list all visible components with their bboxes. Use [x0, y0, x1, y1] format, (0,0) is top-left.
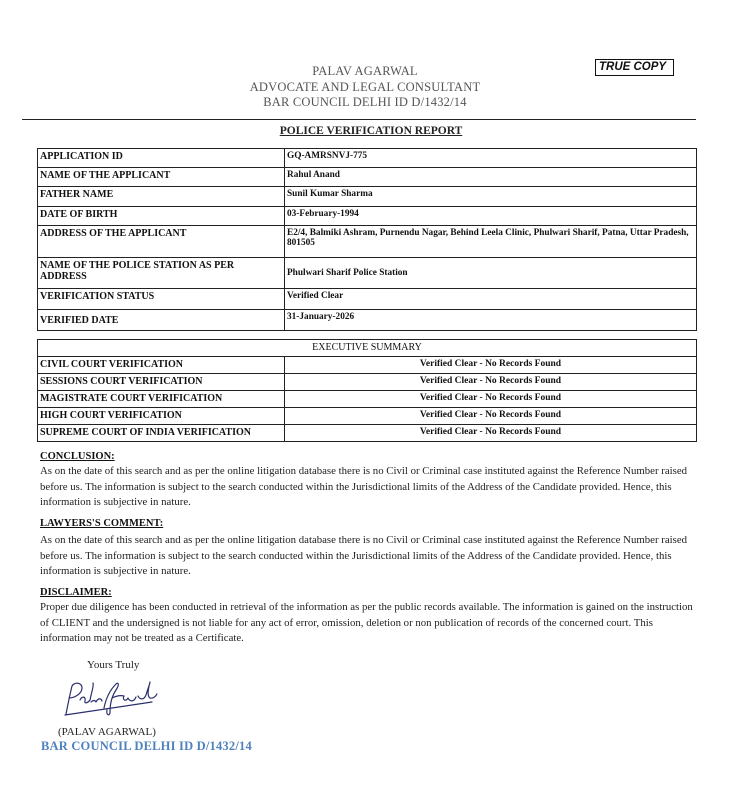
true-copy-stamp: TRUE COPY: [595, 59, 674, 76]
table-row: [38, 374, 697, 391]
summary-label: SUPREME COURT OF INDIA VERIFICATION: [38, 425, 285, 442]
table-row: [38, 357, 697, 374]
info-label: ADDRESS OF THE APPLICANT: [38, 226, 285, 258]
info-label: VERIFIED DATE: [38, 310, 285, 331]
summary-label: CIVIL COURT VERIFICATION: [38, 357, 285, 374]
info-value: Verified Clear: [285, 289, 697, 310]
header-divider: [22, 119, 696, 120]
info-label: NAME OF THE POLICE STATION AS PER ADDRESS: [38, 258, 285, 289]
table-row: [38, 289, 697, 310]
table-row: [38, 149, 697, 168]
table-row: [38, 310, 697, 331]
info-label: NAME OF THE APPLICANT: [38, 168, 285, 187]
table-row: [38, 207, 697, 226]
table-row: [38, 391, 697, 408]
info-label: DATE OF BIRTH: [38, 207, 285, 226]
executive-summary-table: [37, 339, 697, 442]
signatory-name: (PALAV AGARWAL): [58, 726, 156, 738]
table-row: [38, 408, 697, 425]
report-title: POLICE VERIFICATION REPORT: [279, 125, 463, 137]
summary-value: Verified Clear - No Records Found: [285, 357, 697, 374]
summary-value: Verified Clear - No Records Found: [285, 374, 697, 391]
advocate-name: PALAV AGARWAL: [312, 64, 418, 78]
conclusion-text: As on the date of this search and as per the online litigation database there is no Civil or Criminal case instituted against the Reference Number raised before us. The information is subject to the search conducted within the Jurisdictional limits of the Address of the Candidate provided. Hence, this information is subjective in nature.: [40, 465, 688, 508]
info-value: GQ-AMRSNVJ-775: [285, 149, 697, 168]
handwritten-signature: [60, 678, 160, 718]
disclaimer-title: DISCLAIMER:: [40, 587, 112, 598]
info-label: FATHER NAME: [38, 187, 285, 207]
yours-truly: Yours Truly: [87, 659, 140, 671]
summary-title: EXECUTIVE SUMMARY: [38, 340, 697, 357]
info-label: APPLICATION ID: [38, 149, 285, 168]
info-value: E2/4, Balmiki Ashram, Purnendu Nagar, Behind Leela Clinic, Phulwari Sharif, Patna, Uttar Pradesh, 801505: [285, 226, 697, 258]
info-value: Sunil Kumar Sharma: [285, 187, 697, 207]
disclaimer-text: Proper due diligence has been conducted in retrieval of the information as per the public records available. The information is gained on the instruction of CLIENT and the undersigned is not liable for any act of error, omission, deletion or non publication of records of the concerned court. This information may not be treated as a Certificate.: [40, 601, 693, 644]
header-bar-id: BAR COUNCIL DELHI ID D/1432/14: [263, 95, 467, 109]
conclusion-title: CONCLUSION:: [40, 451, 115, 462]
summary-label: MAGISTRATE COURT VERIFICATION: [38, 391, 285, 408]
summary-value: Verified Clear - No Records Found: [285, 391, 697, 408]
applicant-info-table: [37, 148, 697, 331]
info-value: 31-January-2026: [285, 310, 697, 331]
info-label: VERIFICATION STATUS: [38, 289, 285, 310]
lawyers-comment-text: As on the date of this search and as per the online litigation database there is no Civil or Criminal case instituted against the Reference Number raised before us. The information is subject to the search conducted within the Jurisdictional limits of the Address of the Candidate provided. Hence, this information is subjective in nature.: [40, 534, 688, 577]
letterhead: [0, 64, 742, 111]
summary-value: Verified Clear - No Records Found: [285, 408, 697, 425]
footer-bar-id: BAR COUNCIL DELHI ID D/1432/14: [41, 739, 252, 753]
info-value: Rahul Anand: [285, 168, 697, 187]
info-value: 03-February-1994: [285, 207, 697, 226]
advocate-role: ADVOCATE AND LEGAL CONSULTANT: [249, 79, 481, 94]
table-row: [38, 226, 697, 258]
table-row: [38, 258, 697, 289]
summary-label: HIGH COURT VERIFICATION: [38, 408, 285, 425]
summary-label: SESSIONS COURT VERIFICATION: [38, 374, 285, 391]
table-row: [38, 168, 697, 187]
table-row: [38, 425, 697, 442]
lawyers-comment-title: LAWYERS'S COMMENT:: [40, 518, 164, 529]
summary-header-row: [38, 340, 697, 357]
table-row: [38, 187, 697, 207]
info-value: Phulwari Sharif Police Station: [285, 258, 697, 289]
summary-value: Verified Clear - No Records Found: [285, 425, 697, 442]
